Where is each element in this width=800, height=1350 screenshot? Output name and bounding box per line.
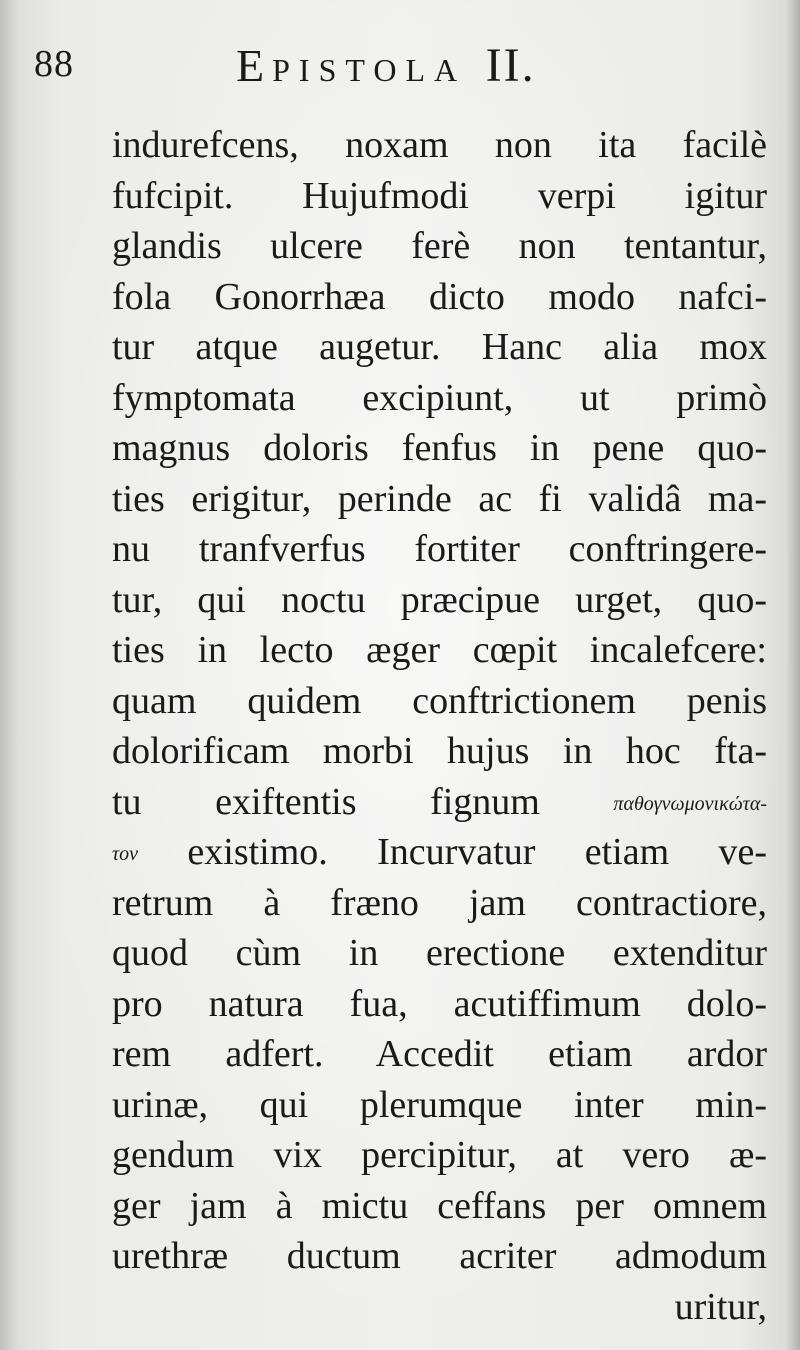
text-line-with-greek [112, 827, 767, 878]
text-line: fymptomata excipiunt, ut primò [112, 376, 767, 419]
page-edge-shadow [786, 0, 800, 1350]
gutter-shadow [0, 0, 18, 1350]
text-line: gendum vix percipitur, at vero æ- [112, 1134, 767, 1176]
running-title-initial: E [236, 40, 273, 91]
text-line: retrum à fræno jam contractiore, [112, 881, 767, 924]
greek-word: παθογνωμονικώτα- [613, 792, 767, 815]
text-line-with-greek [112, 777, 767, 828]
text-line: tur atque augetur. Hanc alia mox [112, 326, 767, 368]
page-number: 88 [34, 43, 74, 85]
text-line: pro natura fua, acutiffimum dolo- [112, 982, 767, 1025]
text-line: magnus doloris fenfus in pene quo- [112, 427, 767, 469]
running-title-rest: PISTOLA [272, 52, 467, 88]
running-title-numeral: II. [485, 39, 536, 92]
text-segment: existimo. Incurvatur etiam ve- [187, 831, 767, 873]
text-line: urinæ, qui plerumque inter min- [112, 1083, 767, 1126]
text-line: indurefcens, noxam non ita facilè [112, 124, 767, 166]
text-line: urethræ ductum acriter admodum [112, 1235, 767, 1277]
text-line: dolorificam morbi hujus in hoc fta- [112, 730, 767, 772]
text-line: ties erigitur, perinde ac fi validâ ma- [112, 477, 767, 520]
text-line: nu tranfverfus fortiter conftringere- [112, 528, 767, 570]
text-segment: tu exiftentis fignum [112, 780, 540, 823]
text-line: ties in lecto æger cœpit incalefcere: [112, 629, 767, 671]
text-line: quod cùm in erectione extenditur [112, 932, 767, 974]
text-line: quam quidem conftrictionem penis [112, 679, 767, 722]
text-line: glandis ulcere ferè non tentantur, [112, 225, 767, 267]
text-line: tur, qui noctu præcipue urget, quo- [112, 578, 767, 621]
text-line: fufcipit. Hujufmodi verpi igitur [112, 174, 767, 217]
text-line: ger jam à mictu ceffans per omnem [112, 1184, 767, 1227]
running-header [0, 38, 800, 108]
running-title [236, 38, 656, 93]
catchword: uritur, [674, 1285, 767, 1328]
greek-word: τον [112, 843, 139, 865]
text-line: rem adfert. Accedit etiam ardor [112, 1033, 767, 1075]
body-text [112, 120, 767, 1332]
text-line: fola Gonorrhæa dicto modo nafci- [112, 275, 767, 318]
